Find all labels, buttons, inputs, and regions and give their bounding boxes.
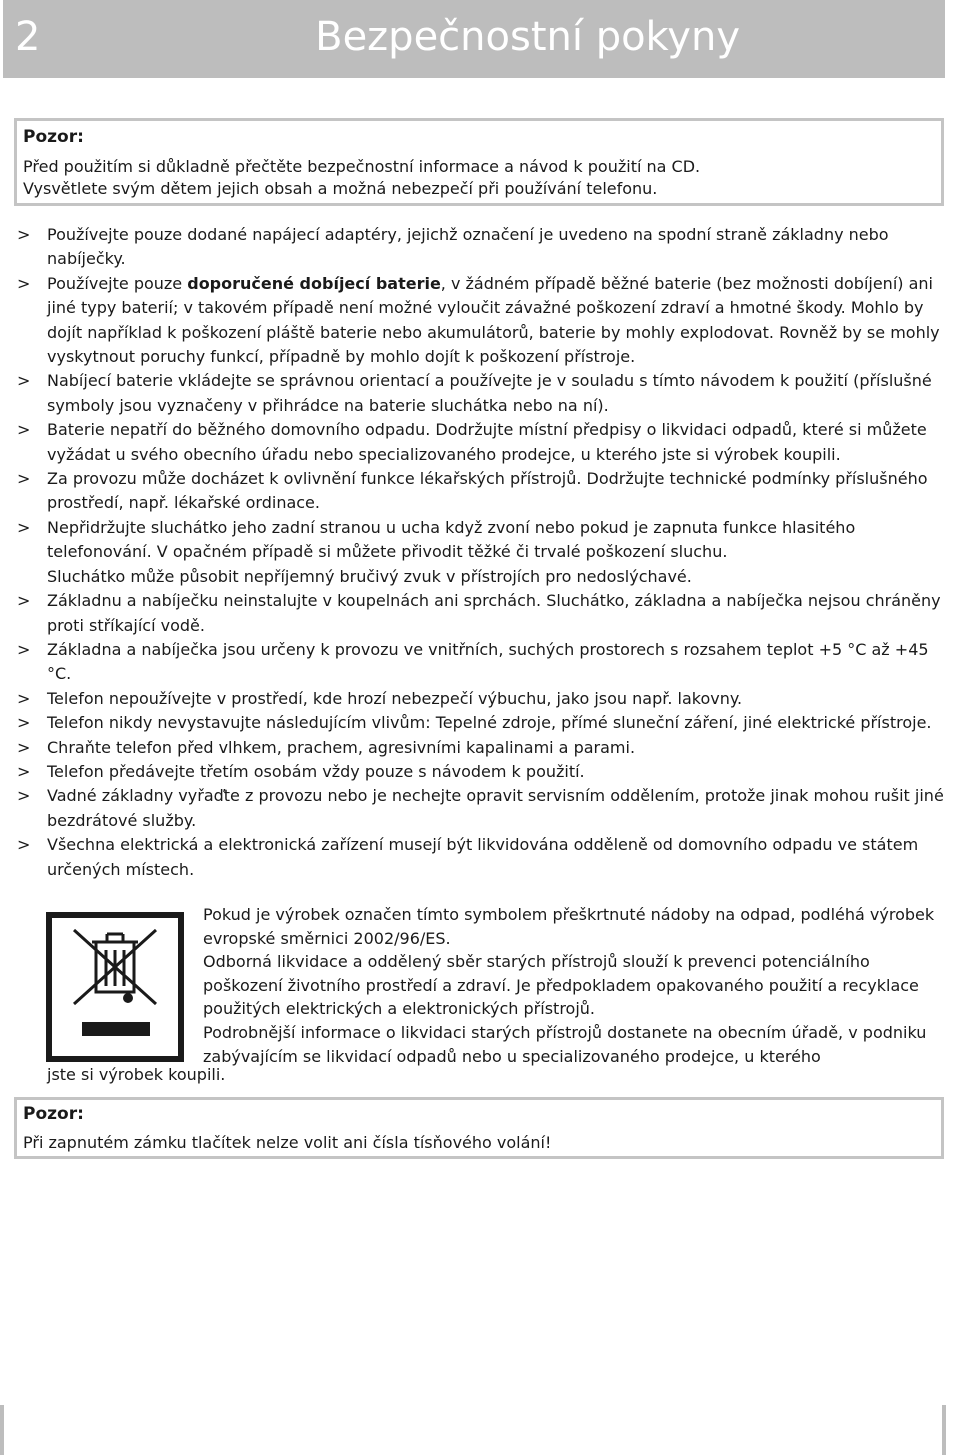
bullet-item [15, 369, 945, 418]
safety-bullet-list [15, 223, 945, 882]
bullet-marker: > [17, 786, 31, 806]
bullet-text: Nepřidržujte sluchátko jeho zadní stranou u ucha když zvoní nebo pokud je zapnuta funkce hlasitého telefonování. V opačném případě si můžete přivodit těžké či trvalé poškození sluchu. [47, 517, 856, 562]
weee-paragraph-tail: jste si výrobek koupili. [47, 1065, 226, 1084]
warning-title: Pozor: [23, 127, 84, 147]
bullet-marker: > [17, 713, 31, 733]
bullet-item [15, 833, 945, 882]
bullet-marker: > [17, 371, 31, 391]
bullet-marker: > [17, 688, 31, 708]
bullet-marker: > [17, 517, 31, 537]
weee-symbol [46, 912, 184, 1062]
bullet-item [15, 784, 945, 833]
weee-paragraph-1: Pokud je výrobek označen tímto symbolem přeškrtnuté nádoby na odpad, podléhá výrobek evropské směrnici 2002/96/ES. [203, 905, 935, 948]
bullet-item [15, 223, 945, 272]
bullet-text: Základna a nabíječka jsou určeny k provozu ve vnitřních, suchých prostorech s rozsahem teplot +5 °C až +45 °C. [47, 639, 929, 684]
bullet-text: Vadné základny vyřaďte z provozu nebo je nechejte opravit servisním oddělením, protože jinak mohou rušit jiné bezdrátové služby. [47, 786, 944, 830]
bullet-item [15, 638, 945, 687]
weee-paragraph-3: Podrobnější informace o likvidaci starých přístrojů dostanete na obecním úřadě, v podniku zabývajícím se likvidací odpadů nebo u specializovaného prodejce, u kterého [203, 1022, 927, 1066]
bullet-text [47, 272, 945, 370]
warning-box [14, 118, 944, 206]
crossed-bin-icon [52, 918, 178, 1056]
bullet-item [15, 711, 945, 735]
bullet-text: Základnu a nabíječku neinstalujte v koupelnách ani sprchách. Sluchátko, základna a nabíječka nejsou chráněny proti stříkající vodě. [47, 591, 941, 635]
page-title: Bezpečnostní pokyny [315, 14, 740, 60]
bullet-item [15, 589, 945, 638]
weee-description [203, 903, 953, 1068]
warning-line-1: Před použitím si důkladně přečtěte bezpečnostní informace a návod k použití na CD. [23, 157, 701, 176]
bullet-marker: > [17, 273, 31, 293]
margin-bar-right [942, 1405, 946, 1455]
bullet-item [15, 272, 945, 370]
bullet-item [15, 760, 945, 784]
bullet-marker: > [17, 639, 31, 659]
bullet-marker: > [17, 420, 31, 440]
bullet-text-bold: doporučené dobíjecí baterie [187, 273, 441, 293]
chapter-header [3, 0, 945, 78]
bullet-item [15, 736, 945, 760]
bullet-text: Telefon předávejte třetím osobám vždy pouze s návodem k použití. [47, 761, 585, 781]
bullet-text: Nabíjecí baterie vkládejte se správnou orientací a používejte je v souladu s tímto návodem k použití (příslušné symboly jsou vyznačeny v přihrádce na baterie sluchátka nebo na ní). [47, 371, 932, 415]
bullet-item [15, 418, 945, 467]
bullet-text: Baterie nepatří do běžného domovního odpadu. Dodržujte místní předpisy o likvidaci odpadů, které si můžete vyžádat u svého obecního úřadu nebo specializovaného prodejce, u kterého jste si výrobek koupili. [47, 420, 927, 464]
warning-line-keylock: Při zapnutém zámku tlačítek nelze volit ani čísla tísňového volání! [23, 1133, 552, 1152]
weee-paragraph-2: Odborná likvidace a oddělený sběr starých přístrojů slouží k prevenci potenciálního poškození životního prostředí a zdraví. Je předpokladem opakovaného použití a recyklace použitých elektrických a elektronických přístrojů. [203, 952, 919, 1019]
bullet-marker: > [17, 761, 31, 781]
bullet-marker: > [17, 737, 31, 757]
warning-line-2: Vysvětlete svým dětem jejich obsah a možná nebezpečí při používání telefonu. [23, 179, 658, 198]
bullet-text-pre: Používejte pouze [47, 273, 188, 293]
warning-box-2 [14, 1097, 944, 1159]
bullet-text-post: , v žádném případě běžné baterie (bez možnosti dobíjení) ani jiné typy baterií; v takovém případě není možné vyloučit závažné poškození zdraví a hmotné škody. Mohlo by dojít například k poškození pláště baterie nebo akumulátorů, baterie by mohly explodovat. Rovněž by se mohly vyskytnout poruchy funkcí, případně by mohlo dojít k poškození přístroje. [47, 273, 940, 367]
bullet-item [15, 516, 945, 565]
bullet-text: Za provozu může docházet k ovlivnění funkce lékařských přístrojů. Dodržujte technické podmínky příslušného prostředí, např. lékařské ordinace. [47, 469, 928, 513]
bullet-text: Používejte pouze dodané napájecí adaptéry, jejichž označení je uvedeno na spodní straně základny nebo nabíječky. [47, 225, 889, 269]
warning-title-2: Pozor: [23, 1104, 84, 1124]
chapter-number: 2 [15, 14, 41, 60]
bullet-continuation [15, 565, 945, 589]
bullet-text: Všechna elektrická a elektronická zařízení musejí být likvidována odděleně od domovního odpadu ve státem určených místech. [47, 835, 919, 879]
bullet-marker: > [17, 591, 31, 611]
bullet-item [15, 467, 945, 516]
bullet-item [15, 687, 945, 711]
margin-bar-left [0, 1405, 4, 1455]
bullet-marker: > [17, 835, 31, 855]
bullet-marker: > [17, 225, 31, 244]
bullet-text: Telefon nikdy nevystavujte následujícím vlivům: Tepelné zdroje, přímé sluneční záření, jiné elektrické přístroje. [47, 713, 932, 733]
bullet-text: Sluchátko může působit nepříjemný bručivý zvuk v přístrojích pro nedoslýchavé. [47, 566, 692, 586]
bullet-text: Telefon nepoužívejte v prostředí, kde hrozí nebezpečí výbuchu, jako jsou např. lakovny. [47, 688, 743, 708]
bullet-text: Chraňte telefon před vlhkem, prachem, agresivními kapalinami a parami. [47, 737, 636, 757]
bullet-marker: > [17, 469, 31, 489]
